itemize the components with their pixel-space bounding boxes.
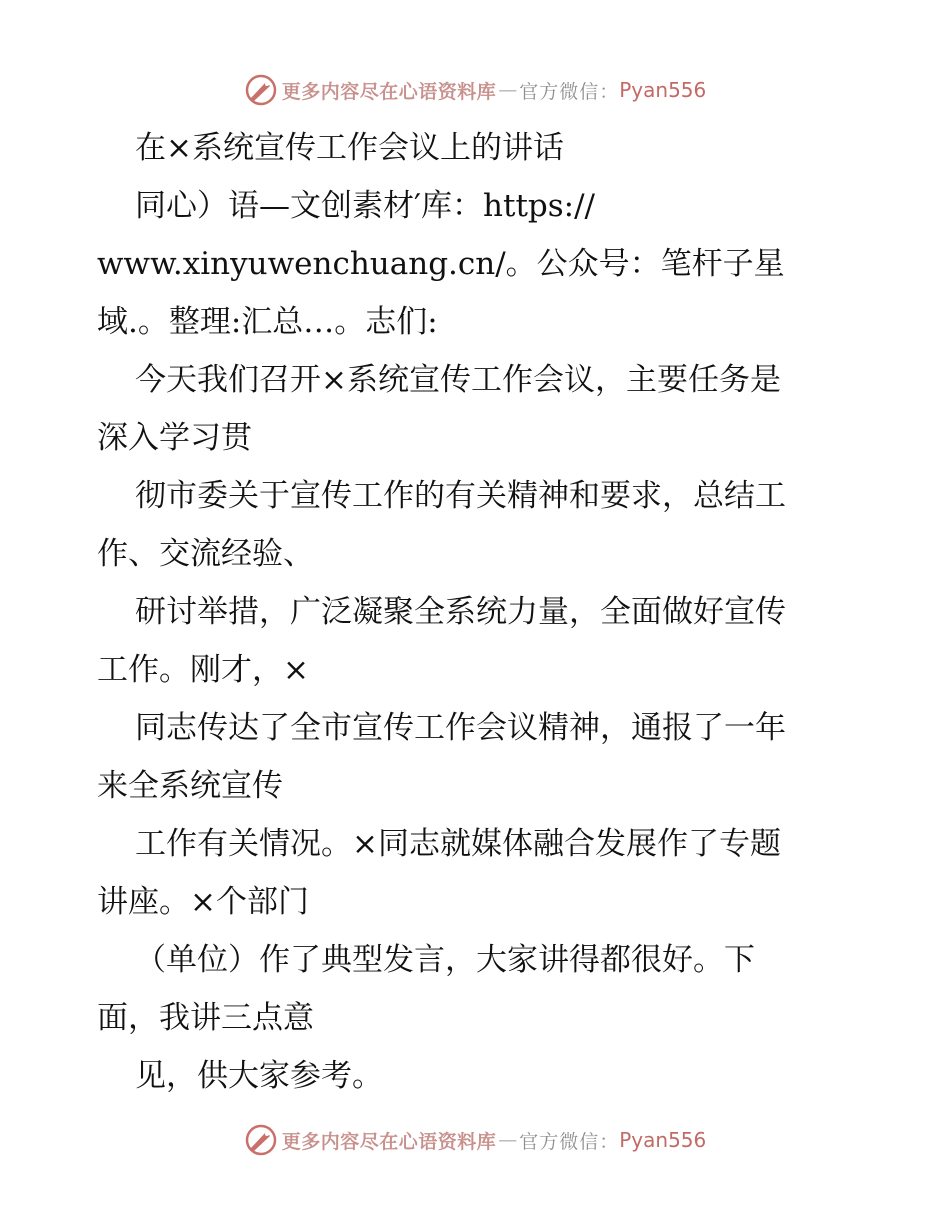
pen-nib-circle-icon xyxy=(244,1123,278,1157)
text-line: www.xinyuwenchuang.cn/。公众号：笔杆子星 xyxy=(97,246,785,282)
text-line: 同志传达了全市宣传工作会议精神，通报了一年 xyxy=(135,710,786,746)
pen-nib-circle-icon xyxy=(244,73,278,107)
watermark-separator: — xyxy=(498,1129,518,1151)
text-line: 研讨举措，广泛凝聚全系统力量，全面做好宣传 xyxy=(135,594,786,630)
text-line: 彻市委关于宣传工作的有关精神和要求，总结工 xyxy=(135,478,786,514)
header-watermark xyxy=(0,70,950,110)
text-line: 域.。整理:汇总…。志们: xyxy=(97,304,438,340)
speech-body xyxy=(97,119,887,1105)
text-line: 同心）语—文创素材′库：https:// xyxy=(135,188,596,224)
watermark-handle: Pyan556 xyxy=(619,1128,707,1152)
text-line: 来全系统宣传 xyxy=(97,768,283,804)
watermark-brand: 更多内容尽在心语资料库 xyxy=(281,80,497,103)
text-line: 见，供大家参考。 xyxy=(135,1058,383,1094)
text-line: 今天我们召开×系统宣传工作会议，主要任务是 xyxy=(135,362,781,398)
watermark-label: 官方微信： xyxy=(519,1130,620,1153)
document-title: 在×系统宣传工作会议上的讲话 xyxy=(135,130,564,166)
watermark-brand: 更多内容尽在心语资料库 xyxy=(281,1130,497,1153)
text-line: 工作。刚才，× xyxy=(97,652,309,688)
watermark-separator: — xyxy=(498,79,518,101)
text-line: 作、交流经验、 xyxy=(97,536,314,572)
watermark-handle: Pyan556 xyxy=(619,78,707,102)
text-line: 深入学习贯 xyxy=(97,420,252,456)
text-line: 面，我讲三点意 xyxy=(97,1000,314,1036)
text-line: 工作有关情况。×同志就媒体融合发展作了专题 xyxy=(135,826,781,862)
text-line: 讲座。×个部门 xyxy=(97,884,309,920)
watermark-label: 官方微信： xyxy=(519,80,620,103)
footer-watermark xyxy=(0,1120,950,1160)
text-line: （单位）作了典型发言，大家讲得都很好。下 xyxy=(135,942,755,978)
